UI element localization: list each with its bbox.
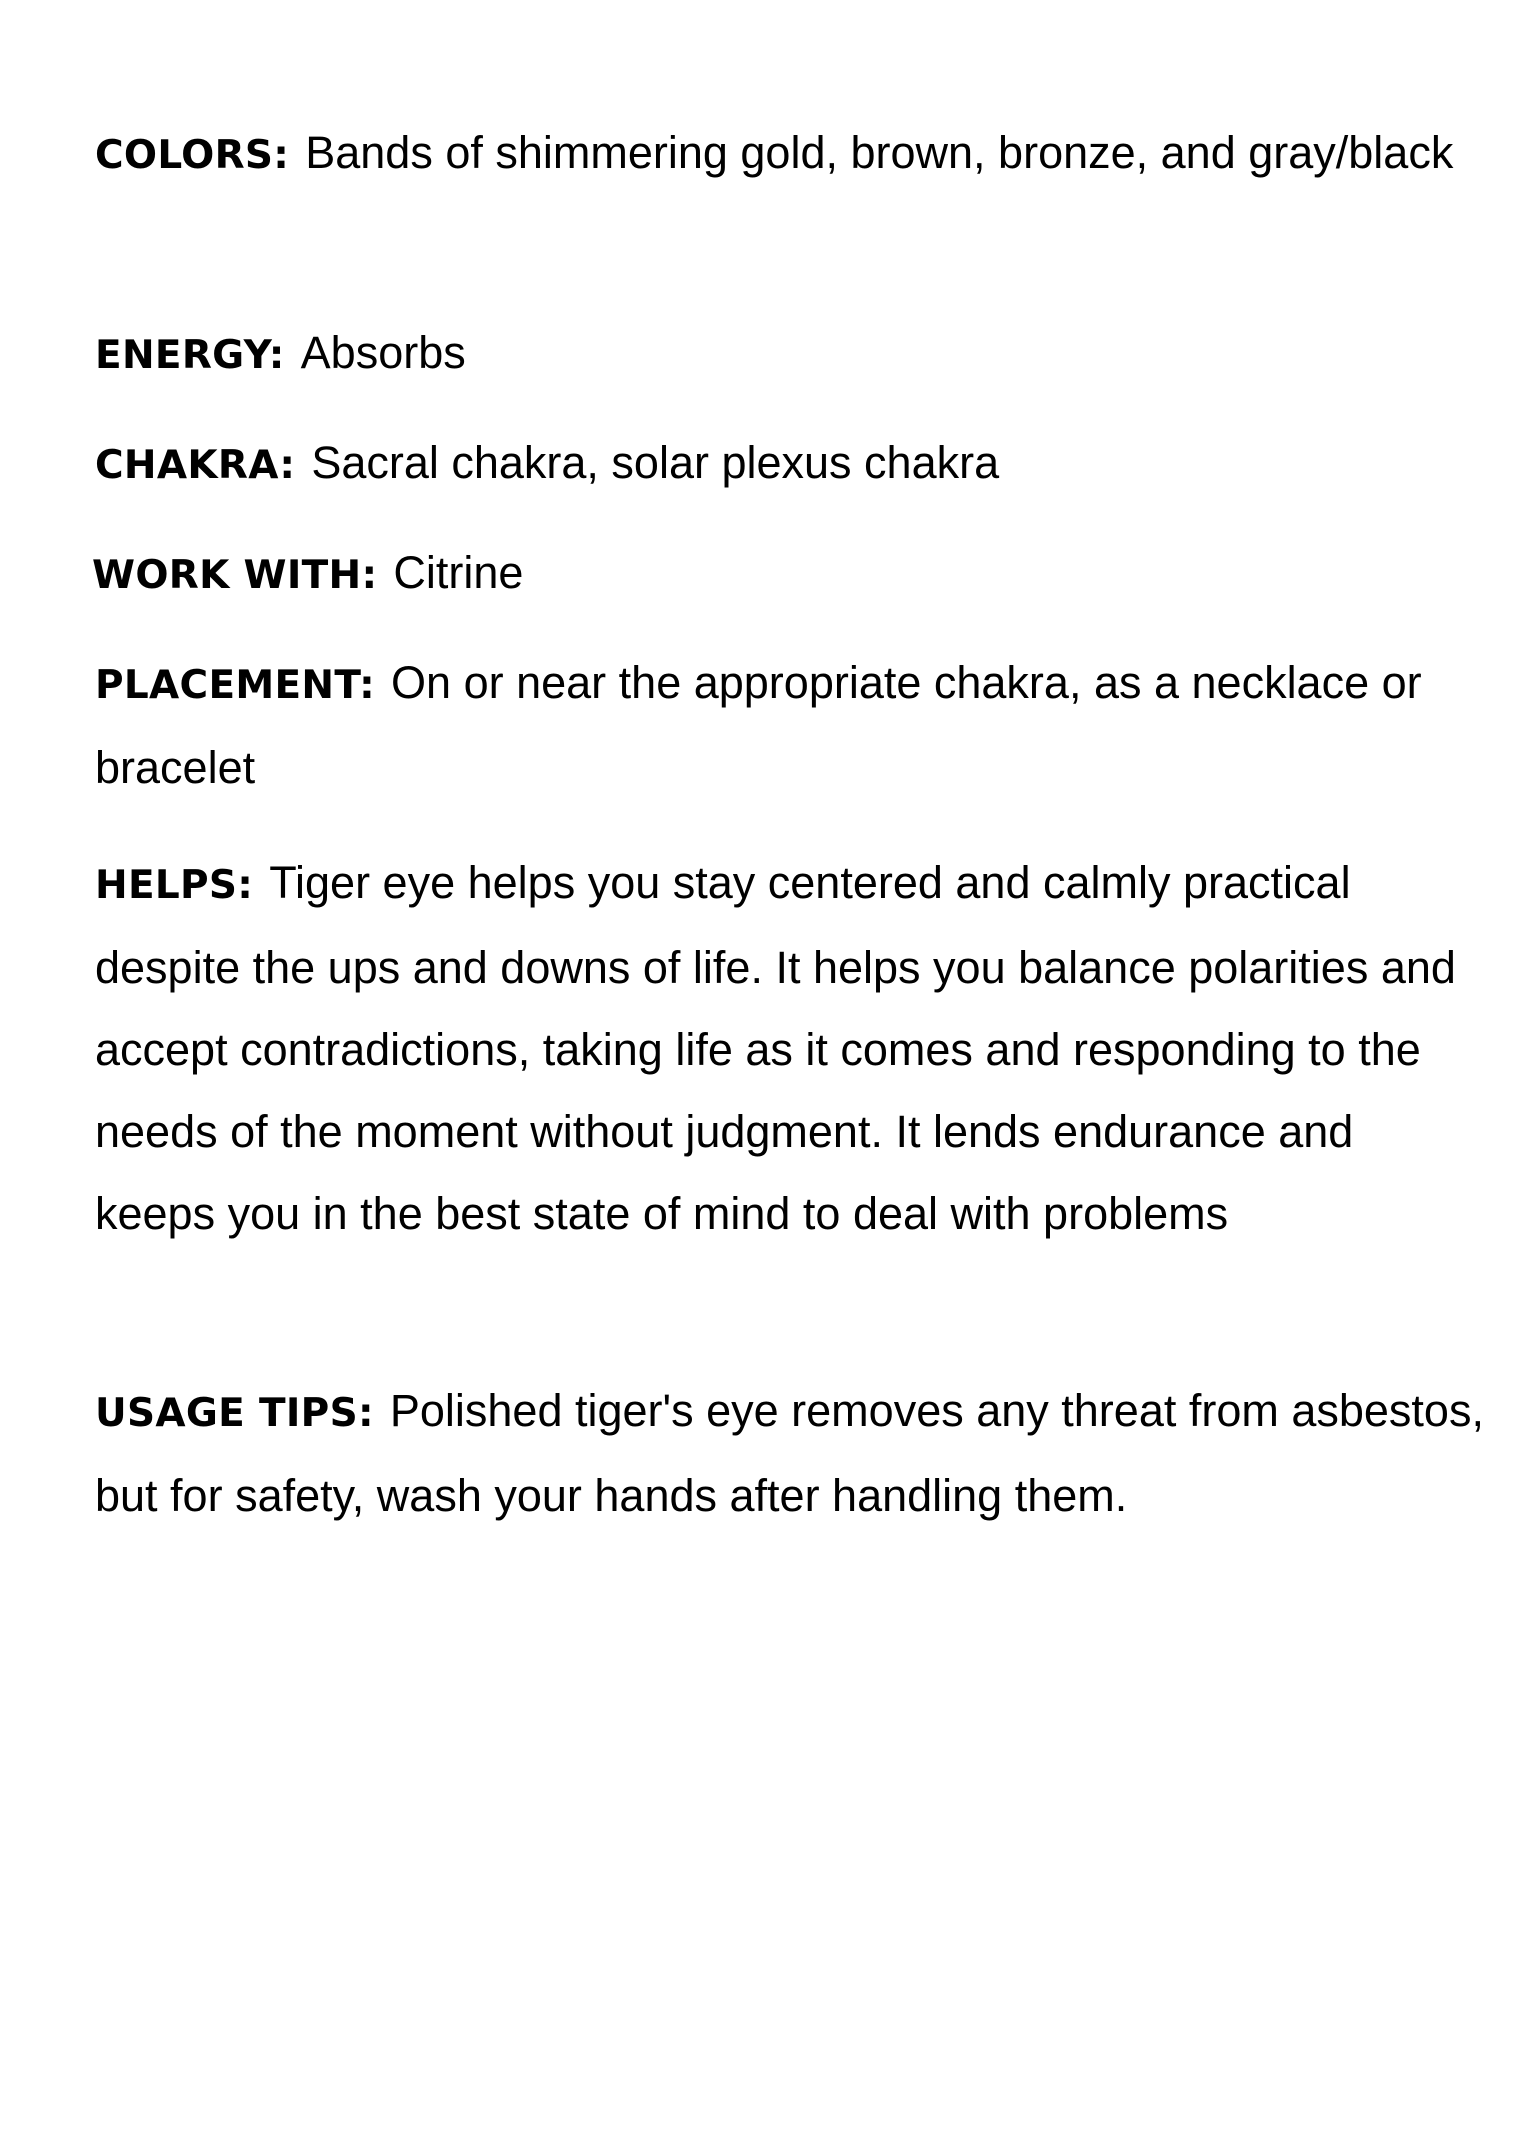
helps-value: Tiger eye helps you stay centered and calmly practical despite the ups and downs of life. It helps you balance polarities and accept contradictions, taking life as it comes and responding to the needs of the moment without judgment. It lends endurance and keeps you in the best state of mind to deal with problems (95, 857, 1456, 1239)
helps-entry (95, 842, 1485, 1255)
placement-value: On or near the appropriate chakra, as a necklace or bracelet (95, 657, 1422, 793)
chakra-label: CHAKRA: (95, 443, 296, 488)
placement-label: PLACEMENT: (95, 663, 376, 708)
placement-entry (95, 642, 1485, 809)
chakra-entry (95, 422, 1485, 507)
colors-entry (95, 112, 1485, 197)
work-with-value: Citrine (393, 547, 524, 598)
helps-label: HELPS: (95, 863, 254, 908)
usage-tips-label: USAGE TIPS: (95, 1391, 374, 1436)
usage-tips-value: Polished tiger's eye removes any threat from asbestos, but for safety, wash your hands after handling them. (95, 1385, 1484, 1521)
energy-entry (95, 312, 1485, 397)
chakra-value: Sacral chakra, solar plexus chakra (311, 437, 1000, 488)
work-with-entry (92, 532, 1482, 617)
energy-label: ENERGY: (95, 333, 285, 378)
energy-value: Absorbs (300, 327, 466, 378)
usage-tips-entry (95, 1370, 1485, 1537)
colors-value: Bands of shimmering gold, brown, bronze, and gray/black (305, 127, 1454, 178)
work-with-label: WORK WITH: (92, 553, 378, 598)
colors-label: COLORS: (95, 133, 290, 178)
